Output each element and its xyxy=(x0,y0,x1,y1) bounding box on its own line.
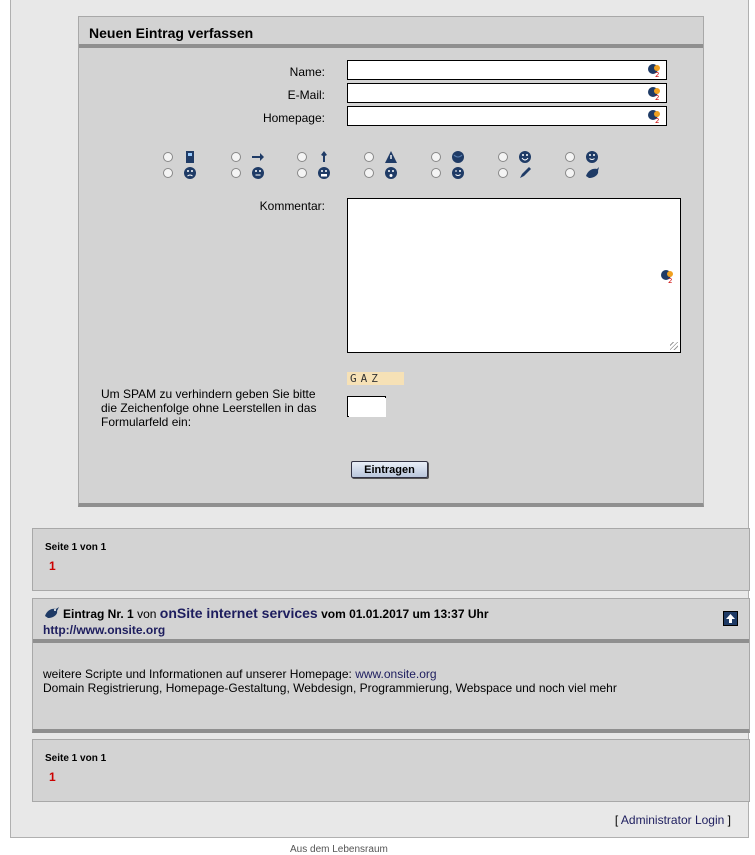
pen-icon[interactable] xyxy=(518,166,532,180)
laugh-icon[interactable] xyxy=(317,166,331,180)
entry-homepage-link[interactable]: http://www.onsite.org xyxy=(43,623,166,637)
smiley-radio[interactable] xyxy=(364,152,374,162)
bird-icon xyxy=(44,606,60,620)
emoticon-helper-icon[interactable] xyxy=(647,86,663,100)
comment-field[interactable] xyxy=(347,198,681,353)
smiley-radio[interactable] xyxy=(565,168,575,178)
ball-icon[interactable] xyxy=(451,150,465,164)
entry-body xyxy=(43,667,617,695)
name-input[interactable] xyxy=(350,62,644,80)
pager-top xyxy=(32,528,750,591)
pager-label: Seite 1 von 1 xyxy=(45,542,107,553)
smiley-radio[interactable] xyxy=(498,168,508,178)
phone-icon[interactable] xyxy=(183,150,197,164)
form-header xyxy=(79,17,703,48)
sad-icon[interactable] xyxy=(183,166,197,180)
footer-credit: Aus dem Lebensraum xyxy=(290,844,388,855)
homepage-label: Homepage: xyxy=(262,111,325,125)
email-field[interactable] xyxy=(347,83,667,103)
smiley-radio[interactable] xyxy=(565,152,575,162)
comment-label: Kommentar: xyxy=(259,199,325,213)
smiley-radio[interactable] xyxy=(498,152,508,162)
svg-text:2: 2 xyxy=(655,71,660,79)
entry-header xyxy=(33,599,749,643)
pin-icon[interactable] xyxy=(317,150,331,164)
entry-body-link[interactable]: www.onsite.org xyxy=(355,667,437,681)
arrow-up-icon xyxy=(724,612,737,625)
page-number-link[interactable]: 1 xyxy=(49,559,56,573)
shock-icon[interactable] xyxy=(384,166,398,180)
bird-icon[interactable] xyxy=(585,166,599,180)
guestbook-entry xyxy=(32,598,750,733)
emoticon-helper-icon[interactable] xyxy=(660,269,676,283)
entry-date: vom 01.01.2017 um 13:37 Uhr xyxy=(321,607,489,621)
smiley-radio[interactable] xyxy=(231,152,241,162)
smiley-radio[interactable] xyxy=(297,152,307,162)
email-input[interactable] xyxy=(350,85,644,103)
scroll-top-button[interactable] xyxy=(723,611,738,626)
entry-meta xyxy=(44,605,489,621)
name-field[interactable] xyxy=(347,60,667,80)
smiley-radio[interactable] xyxy=(231,168,241,178)
page-container xyxy=(10,0,749,838)
admin-login-area xyxy=(615,813,731,827)
homepage-field[interactable] xyxy=(347,106,667,126)
entry-von: von xyxy=(137,607,157,621)
admin-login-link[interactable]: Administrator Login xyxy=(620,813,725,827)
svg-text:2: 2 xyxy=(668,277,673,285)
emoticon-helper-icon[interactable] xyxy=(647,63,663,77)
submit-button[interactable]: Eintragen xyxy=(351,461,428,478)
smiley-radio[interactable] xyxy=(163,168,173,178)
smile-icon[interactable] xyxy=(585,150,599,164)
captcha-field[interactable] xyxy=(347,396,386,417)
bracket-open: [ xyxy=(614,813,619,827)
svg-text:2: 2 xyxy=(655,94,660,102)
email-label: E-Mail: xyxy=(287,88,325,102)
smiley-radio[interactable] xyxy=(431,168,441,178)
pager-label: Seite 1 von 1 xyxy=(45,753,107,764)
smiley-radio[interactable] xyxy=(297,168,307,178)
spam-hint: Um SPAM zu verhindern geben Sie bitte die Zeichenfolge ohne Leerstellen in das Formularfeld ein: xyxy=(101,387,317,429)
entry-number: 1 xyxy=(127,607,134,621)
entry-author: onSite internet services xyxy=(159,605,318,621)
warning-icon[interactable] xyxy=(384,150,398,164)
smiley-radio[interactable] xyxy=(364,168,374,178)
homepage-input[interactable] xyxy=(350,108,644,126)
bracket-close: ] xyxy=(727,813,731,827)
smiley-radio[interactable] xyxy=(431,152,441,162)
entry-prefix: Eintrag Nr. xyxy=(63,607,124,621)
wink-icon[interactable] xyxy=(451,166,465,180)
grin-icon[interactable] xyxy=(518,150,532,164)
smiley-radio[interactable] xyxy=(163,152,173,162)
captcha-input[interactable] xyxy=(349,398,386,417)
arrow-right-icon[interactable] xyxy=(251,150,265,164)
name-label: Name: xyxy=(289,65,325,79)
page-number-link[interactable]: 1 xyxy=(49,770,56,784)
svg-text:2: 2 xyxy=(655,117,660,125)
neutral-icon[interactable] xyxy=(251,166,265,180)
comment-textarea[interactable] xyxy=(350,201,654,345)
new-entry-form xyxy=(78,16,704,507)
form-title: Neuen Eintrag verfassen xyxy=(89,25,254,41)
entry-body-line2: Domain Registrierung, Homepage-Gestaltung, Webdesign, Programmierung, Webspace und noch viel mehr xyxy=(43,681,617,695)
pager-bottom xyxy=(32,739,750,802)
emoticon-helper-icon[interactable] xyxy=(647,109,663,123)
resize-grip[interactable] xyxy=(670,342,678,350)
entry-body-line1: weitere Scripte und Informationen auf unserer Homepage: xyxy=(43,667,352,681)
captcha-image: GAZ xyxy=(347,372,404,385)
